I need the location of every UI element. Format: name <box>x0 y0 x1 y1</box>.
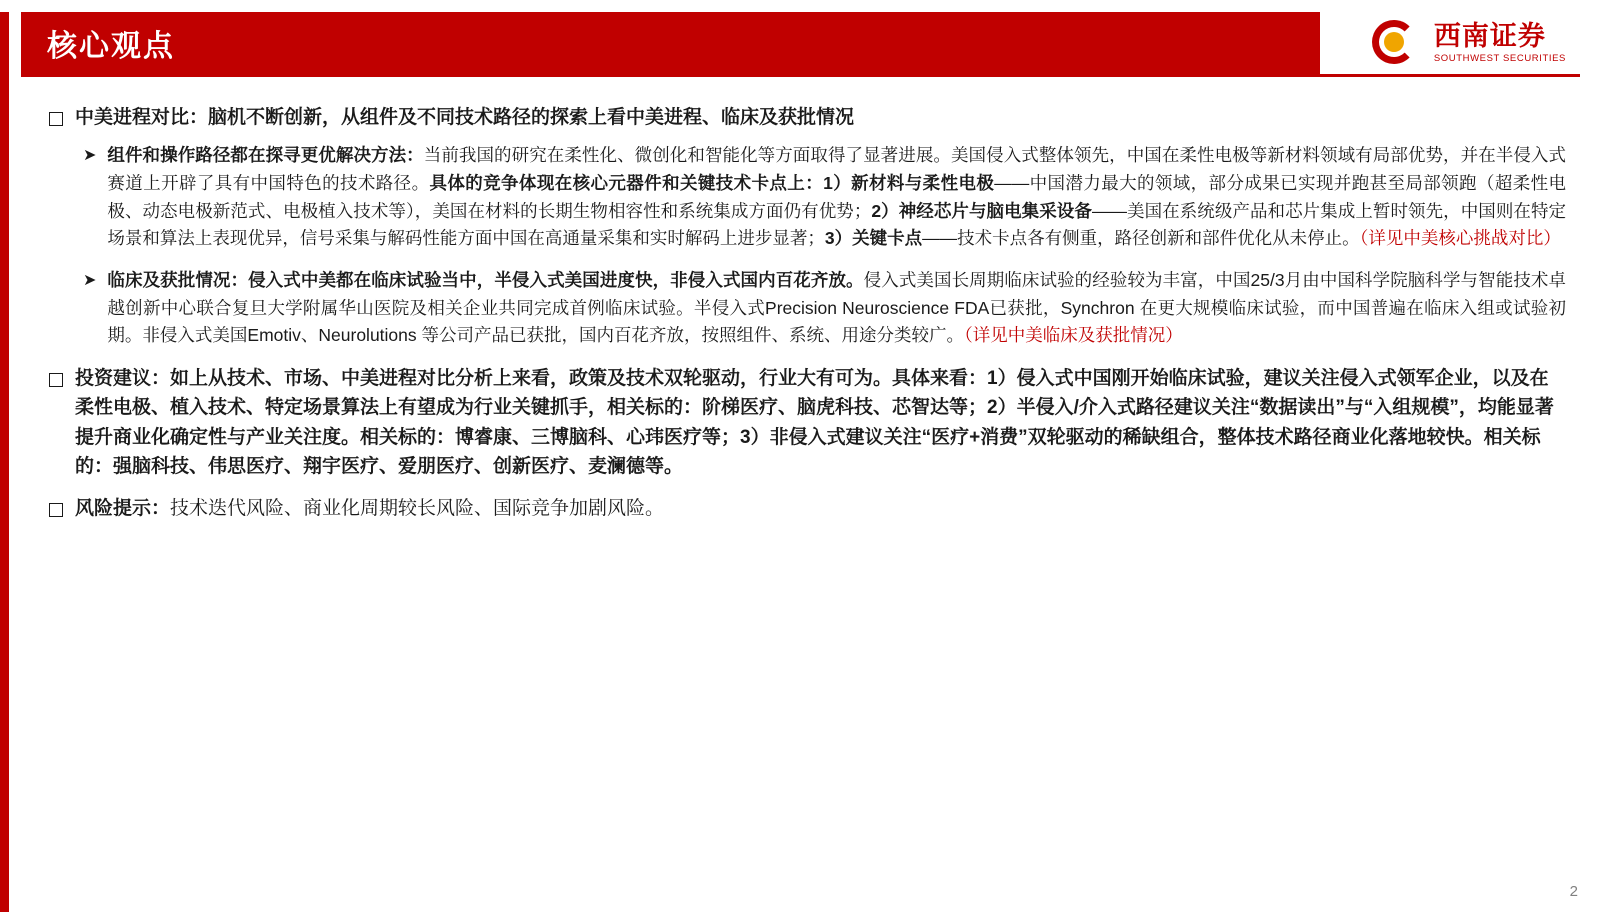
company-logo <box>1320 12 1580 74</box>
slide-header <box>21 12 1580 74</box>
square-bullet-icon <box>49 503 63 517</box>
section-investment-advice <box>49 364 1566 482</box>
section-risk-warning <box>49 494 1566 523</box>
section-progress-comparison <box>49 103 1566 350</box>
section3-body: 技术迭代风险、商业化周期较长风险、国际竞争加剧风险。 <box>170 497 665 519</box>
section2-text: 投资建议：如上从技术、市场、中美进程对比分析上来看，政策及技术双轮驱动，行业大有可为。具体来看：1）侵入式中国刚开始临床试验，建议关注侵入式领军企业，以及在柔性电极、植入技术、特定场景算法上有望成为行业关键抓手，相关标的：阶梯医疗、脑虎科技、芯智达等；2）半侵入/介入式路径建议关注“数据读出”与“入组规模”，均能显著提升商业化确定性与产业关注度。相关标的：博睿康、三博脑科、心玮医疗等；3）非侵入式建议关注“医疗+消费”双轮驱动的稀缺组合，整体技术路径商业化落地较快。相关标的：强脑科技、伟思医疗、翔宇医疗、爱朋医疗、创新医疗、麦澜德等。 <box>75 367 1554 478</box>
bullet1-b3: 3）关键卡点 <box>824 228 923 249</box>
bullet2-reference-link[interactable]: （详见中美临床及获批情况） <box>964 325 1183 346</box>
bullet1-t3: ——美国在系统级产品和芯片集成上暂时领先，中国则在特定场景和算法上表现优异，信号采集与解码性能方面中国在高通量采集和实时解码上进步显著； <box>107 200 1567 249</box>
bullet1-b2: 2）神经芯片与脑电集采设备 <box>871 200 1092 221</box>
section3-lead: 风险提示： <box>75 497 171 519</box>
logo-english-name: SOUTHWEST SECURITIES <box>1433 52 1566 64</box>
bullet1-t1: 当前我国的研究在柔性化、微创化和智能化等方面取得了显著进展。美国侵入式整体领先，中国在柔性电极等新材料领域有局部优势，并在半侵入式赛道上开辟了具有中国特色的技术路径。 <box>107 145 1567 194</box>
section1-title-text: 中美进程对比：脑机不断创新，从组件及不同技术路径的探索上看中美进程、临床及获批情况 <box>75 107 855 128</box>
section3-heading <box>49 494 1566 523</box>
section3-text <box>75 494 1566 523</box>
section1-heading <box>49 103 1566 132</box>
logo-mark-icon <box>1370 19 1424 67</box>
bullet2-text <box>107 267 1566 350</box>
logo-text <box>1434 22 1566 63</box>
bullet1-t4: ——技术卡点各有侧重，路径创新和部件优化从未停止。 <box>922 228 1360 249</box>
bullet1-t2: ——中国潜力最大的领域，部分成果已实现并跑甚至局部领跑（超柔性电极、动态电极新范式、电极植入技术等），美国在材料的长期生物相容性和系统集成方面仍有优势； <box>107 173 1567 221</box>
bullet-clinical-approval <box>83 267 1566 350</box>
section2-heading <box>49 364 1566 482</box>
arrow-bullet-icon: ➤ <box>83 272 97 289</box>
bullet1-lead: 组件和操作路径都在探寻更优解决方法： <box>107 145 424 166</box>
bullet1-b1: 具体的竞争体现在核心元器件和关键技术卡点上：1）新材料与柔性电极 <box>429 173 995 194</box>
bullet1-text <box>107 142 1566 253</box>
page-number: 2 <box>1569 883 1578 900</box>
slide <box>0 12 1600 912</box>
logo-chinese-name: 西南证券 <box>1433 21 1546 52</box>
bullet2-t1: 侵入式美国长周期临床试验的经验较为丰富，中国25/3月由中国科学院脑科学与智能技术卓越创新中心联合复旦大学附属华山医院及相关企业共同完成首例临床试验。半侵入式Precision Neuroscience FDA已获批，Synchron 在更大规模临床试验，而中国普遍在临床入组或试验初期。非侵入式美国Emotiv、Neurolutions 等公司产品已获批，国内百花齐放，按照组件、系统、用途分类较广。 <box>107 270 1566 346</box>
square-bullet-icon <box>49 112 63 126</box>
bullet-components-path <box>83 142 1566 253</box>
bullet2-lead: 临床及获批情况：侵入式中美都在临床试验当中，半侵入式美国进度快，非侵入式国内百花齐放。 <box>107 270 864 290</box>
slide-content <box>9 77 1600 523</box>
square-bullet-icon <box>49 373 63 387</box>
arrow-bullet-icon: ➤ <box>83 147 97 165</box>
page-title: 核心观点 <box>47 30 175 63</box>
bullet1-reference-link[interactable]: （详见中美核心挑战对比） <box>1359 228 1561 249</box>
